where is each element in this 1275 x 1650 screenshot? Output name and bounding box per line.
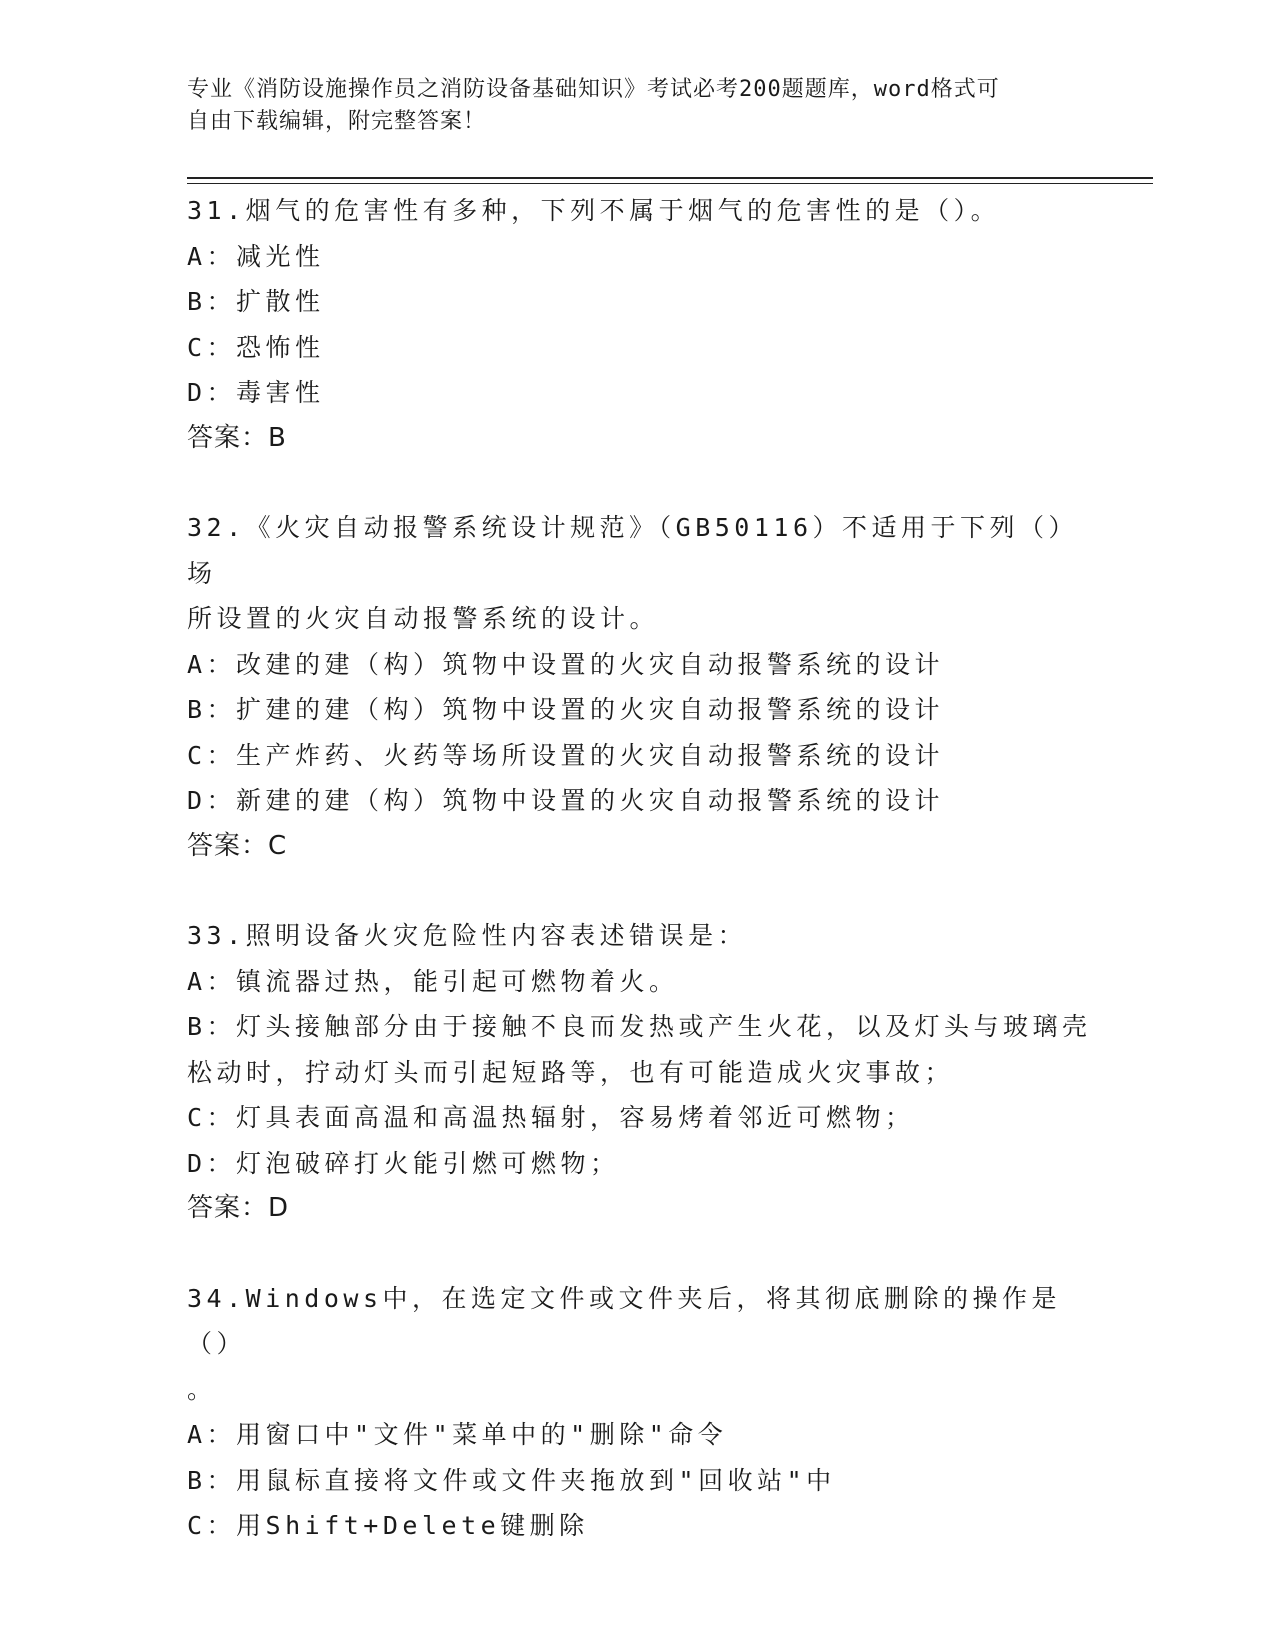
option-a: A：镇流器过热，能引起可燃物着火。 — [187, 966, 679, 996]
question-32 — [187, 505, 1087, 869]
question-31 — [187, 188, 1087, 461]
header-divider-thick — [187, 177, 1153, 179]
option-b: B：扩建的建（构）筑物中设置的火灾自动报警系统的设计 — [187, 695, 945, 724]
option-c: C：灯具表面高温和高温热辐射，容易烤着邻近可燃物； — [187, 1103, 915, 1132]
header-divider-thin — [187, 183, 1153, 184]
header-title-line-1: 专业《消防设施操作员之消防设备基础知识》考试必考200题题库，word格式可 — [187, 77, 1000, 102]
option-b-line-2: 松动时，拧动灯头而引起短路等，也有可能造成火灾事故； — [187, 1057, 955, 1087]
question-33 — [187, 913, 1092, 1232]
question-list — [187, 188, 1092, 1593]
answer-line: 答案：B — [187, 422, 287, 453]
header-title-line-2: 自由下载编辑，附完整答案！ — [187, 109, 487, 134]
question-stem-line-2: 所设置的火灾自动报警系统的设计。 — [187, 604, 660, 633]
option-c: C：生产炸药、火药等场所设置的火灾自动报警系统的设计 — [187, 740, 945, 770]
document-header — [187, 74, 1067, 138]
option-a: A：用窗口中"文件"菜单中的"删除"命令 — [187, 1420, 728, 1449]
option-d: D：新建的建（构）筑物中设置的火灾自动报警系统的设计 — [187, 786, 945, 815]
question-34 — [187, 1276, 1087, 1549]
answer-line: 答案：C — [187, 830, 288, 861]
question-stem-line-1: 34.Windows中，在选定文件或文件夹后，将其彻底删除的操作是（） — [187, 1283, 1062, 1358]
question-stem-line-2: 。 — [187, 1374, 217, 1404]
option-a: A：减光性 — [187, 241, 325, 271]
question-stem: 33.照明设备火灾危险性内容表述错误是： — [187, 921, 748, 950]
option-b: B：扩散性 — [187, 287, 325, 316]
option-d: D：毒害性 — [187, 378, 325, 407]
question-stem-line-1: 32.《火灾自动报警系统设计规范》（GB50116）不适用于下列（）场 — [187, 513, 1079, 588]
option-b-line-1: B：灯头接触部分由于接触不良而发热或产生火花，以及灯头与玻璃壳 — [187, 1012, 1092, 1041]
answer-line: 答案：D — [187, 1193, 290, 1223]
option-a: A：改建的建（构）筑物中设置的火灾自动报警系统的设计 — [187, 649, 945, 679]
option-d: D：灯泡破碎打火能引燃可燃物； — [187, 1148, 620, 1178]
option-c: C：恐怖性 — [187, 332, 325, 362]
question-stem: 31.烟气的危害性有多种，下列不属于烟气的危害性的是（）。 — [187, 196, 1001, 225]
option-b: B：用鼠标直接将文件或文件夹拖放到"回收站"中 — [187, 1465, 836, 1495]
option-c: C：用Shift+Delete键删除 — [187, 1511, 589, 1540]
